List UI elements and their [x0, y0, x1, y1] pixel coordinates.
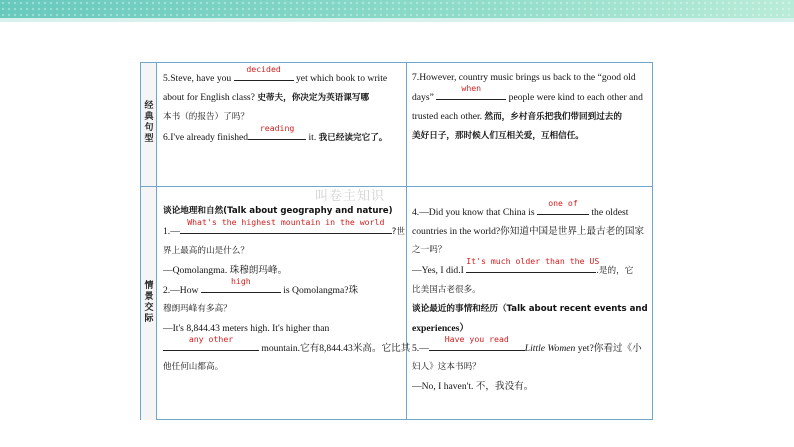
- dialogue-5-line-3: —No, I haven't. 不，我没有。: [412, 381, 534, 392]
- dialogue-1-line-3: —Qomolangma. 珠穆朗玛峰。: [163, 265, 288, 276]
- sentence-7-line-1: 7.However, country music brings us back to the “good old: [412, 72, 636, 83]
- sentence-5-line-2: about for English class? 史蒂夫，你决定为英语课写哪: [163, 92, 370, 103]
- side-label-situational-dialogue: [141, 187, 157, 420]
- answer-text: decided: [246, 64, 281, 74]
- side-label-char: 际: [144, 314, 154, 324]
- answer-text: What's the highest mountain in the world: [187, 217, 385, 227]
- section-heading-recent-events: 谈论最近的事情和经历（Talk about recent events and: [412, 304, 648, 314]
- sentence-7-line-3: trusted each other. 然而，乡村音乐把我们带回到过去的: [412, 111, 622, 122]
- dialogue-4-line-4: —Yes, I did.I It's much older than the US .是的，它: [412, 260, 648, 281]
- sentence-7-line-4: 美好日子，那时候人们互相关爱，互相信任。: [412, 131, 584, 141]
- answer-blank: [163, 334, 259, 351]
- sentence-7-line-2: days” when people were kind to each other and: [412, 87, 648, 107]
- cell-sentences-5-6: [157, 63, 407, 187]
- side-label-char: 交: [144, 303, 154, 313]
- header-dot-pattern: [0, 0, 794, 18]
- dialogue-2-line-5: 他任何山都高。: [163, 362, 224, 372]
- answer-blank: [180, 217, 392, 234]
- side-label-char: 情: [144, 281, 154, 291]
- dialogue-1-line-1: 1.— What's the highest mountain in the world ?世: [163, 221, 402, 242]
- answer-blank: [248, 123, 306, 140]
- answer-blank: [429, 334, 525, 351]
- cell-history-dialogue: [407, 187, 652, 420]
- dialogue-4-line-1: 4.—Did you know that China is one of the oldest: [412, 202, 648, 222]
- cell-sentence-7: [407, 63, 652, 187]
- answer-text: Have you read: [444, 334, 509, 344]
- dialogue-4-line-2: countries in the world?你知道中国是世界上最古老的国家: [412, 226, 645, 237]
- dialogue-2-line-4: any other mountain.它有8,844.43米高。它比其: [163, 338, 402, 358]
- dialogue-2-line-3: —It's 8,844.43 meters high. It's higher than: [163, 323, 330, 334]
- answer-text: It's much older than the US: [466, 256, 600, 266]
- answer-blank: [436, 83, 506, 100]
- dialogue-2-line-1: 2.—How high is Qomolangma?珠: [163, 280, 402, 300]
- dialogue-4-line-3: 之一吗？: [412, 245, 447, 255]
- dialogue-4-line-5: 比美国古老很多。: [412, 285, 481, 295]
- watermark: 叫卷主知识: [315, 189, 386, 204]
- sentence-5-line-3: 本书（的报告）了吗？: [163, 112, 249, 122]
- section-heading-recent-events-2: experiences）: [412, 323, 470, 334]
- side-label-char: 句: [144, 123, 154, 133]
- side-label-char: 经: [144, 101, 154, 111]
- side-label-char: 景: [144, 292, 154, 302]
- worksheet-table: [140, 62, 653, 420]
- side-label-char: 型: [144, 134, 154, 144]
- answer-text: high: [230, 276, 251, 286]
- section-heading-geography: 谈论地理和自然(Talk about geography and nature): [163, 206, 393, 216]
- side-label-char: 典: [144, 112, 154, 122]
- dialogue-1-line-2: 界上最高的山是什么？: [163, 246, 249, 256]
- answer-text: reading: [259, 123, 295, 133]
- cell-geography-dialogue: [157, 187, 411, 420]
- answer-blank: [537, 198, 589, 215]
- header-shade: [0, 18, 794, 22]
- dialogue-5-line-2: 妇人》这本书吗？: [412, 362, 481, 372]
- answer-text: any other: [188, 334, 234, 344]
- sentence-5-line-1: 5.Steve, have you decided yet which book to write: [163, 68, 402, 88]
- answer-blank: [201, 276, 281, 293]
- side-label-classic-sentences: [141, 63, 157, 187]
- answer-text: when: [461, 83, 482, 93]
- dialogue-2-line-2: 穆朗玛峰有多高？: [163, 304, 232, 314]
- answer-blank: [234, 64, 294, 81]
- answer-text: one of: [548, 198, 578, 208]
- dialogue-5-line-1: 5.— Have you read Little Women yet?你看过《小: [412, 338, 648, 358]
- sentence-6-line: 6.I've already finished reading it. 我已经读完它了。: [163, 127, 402, 148]
